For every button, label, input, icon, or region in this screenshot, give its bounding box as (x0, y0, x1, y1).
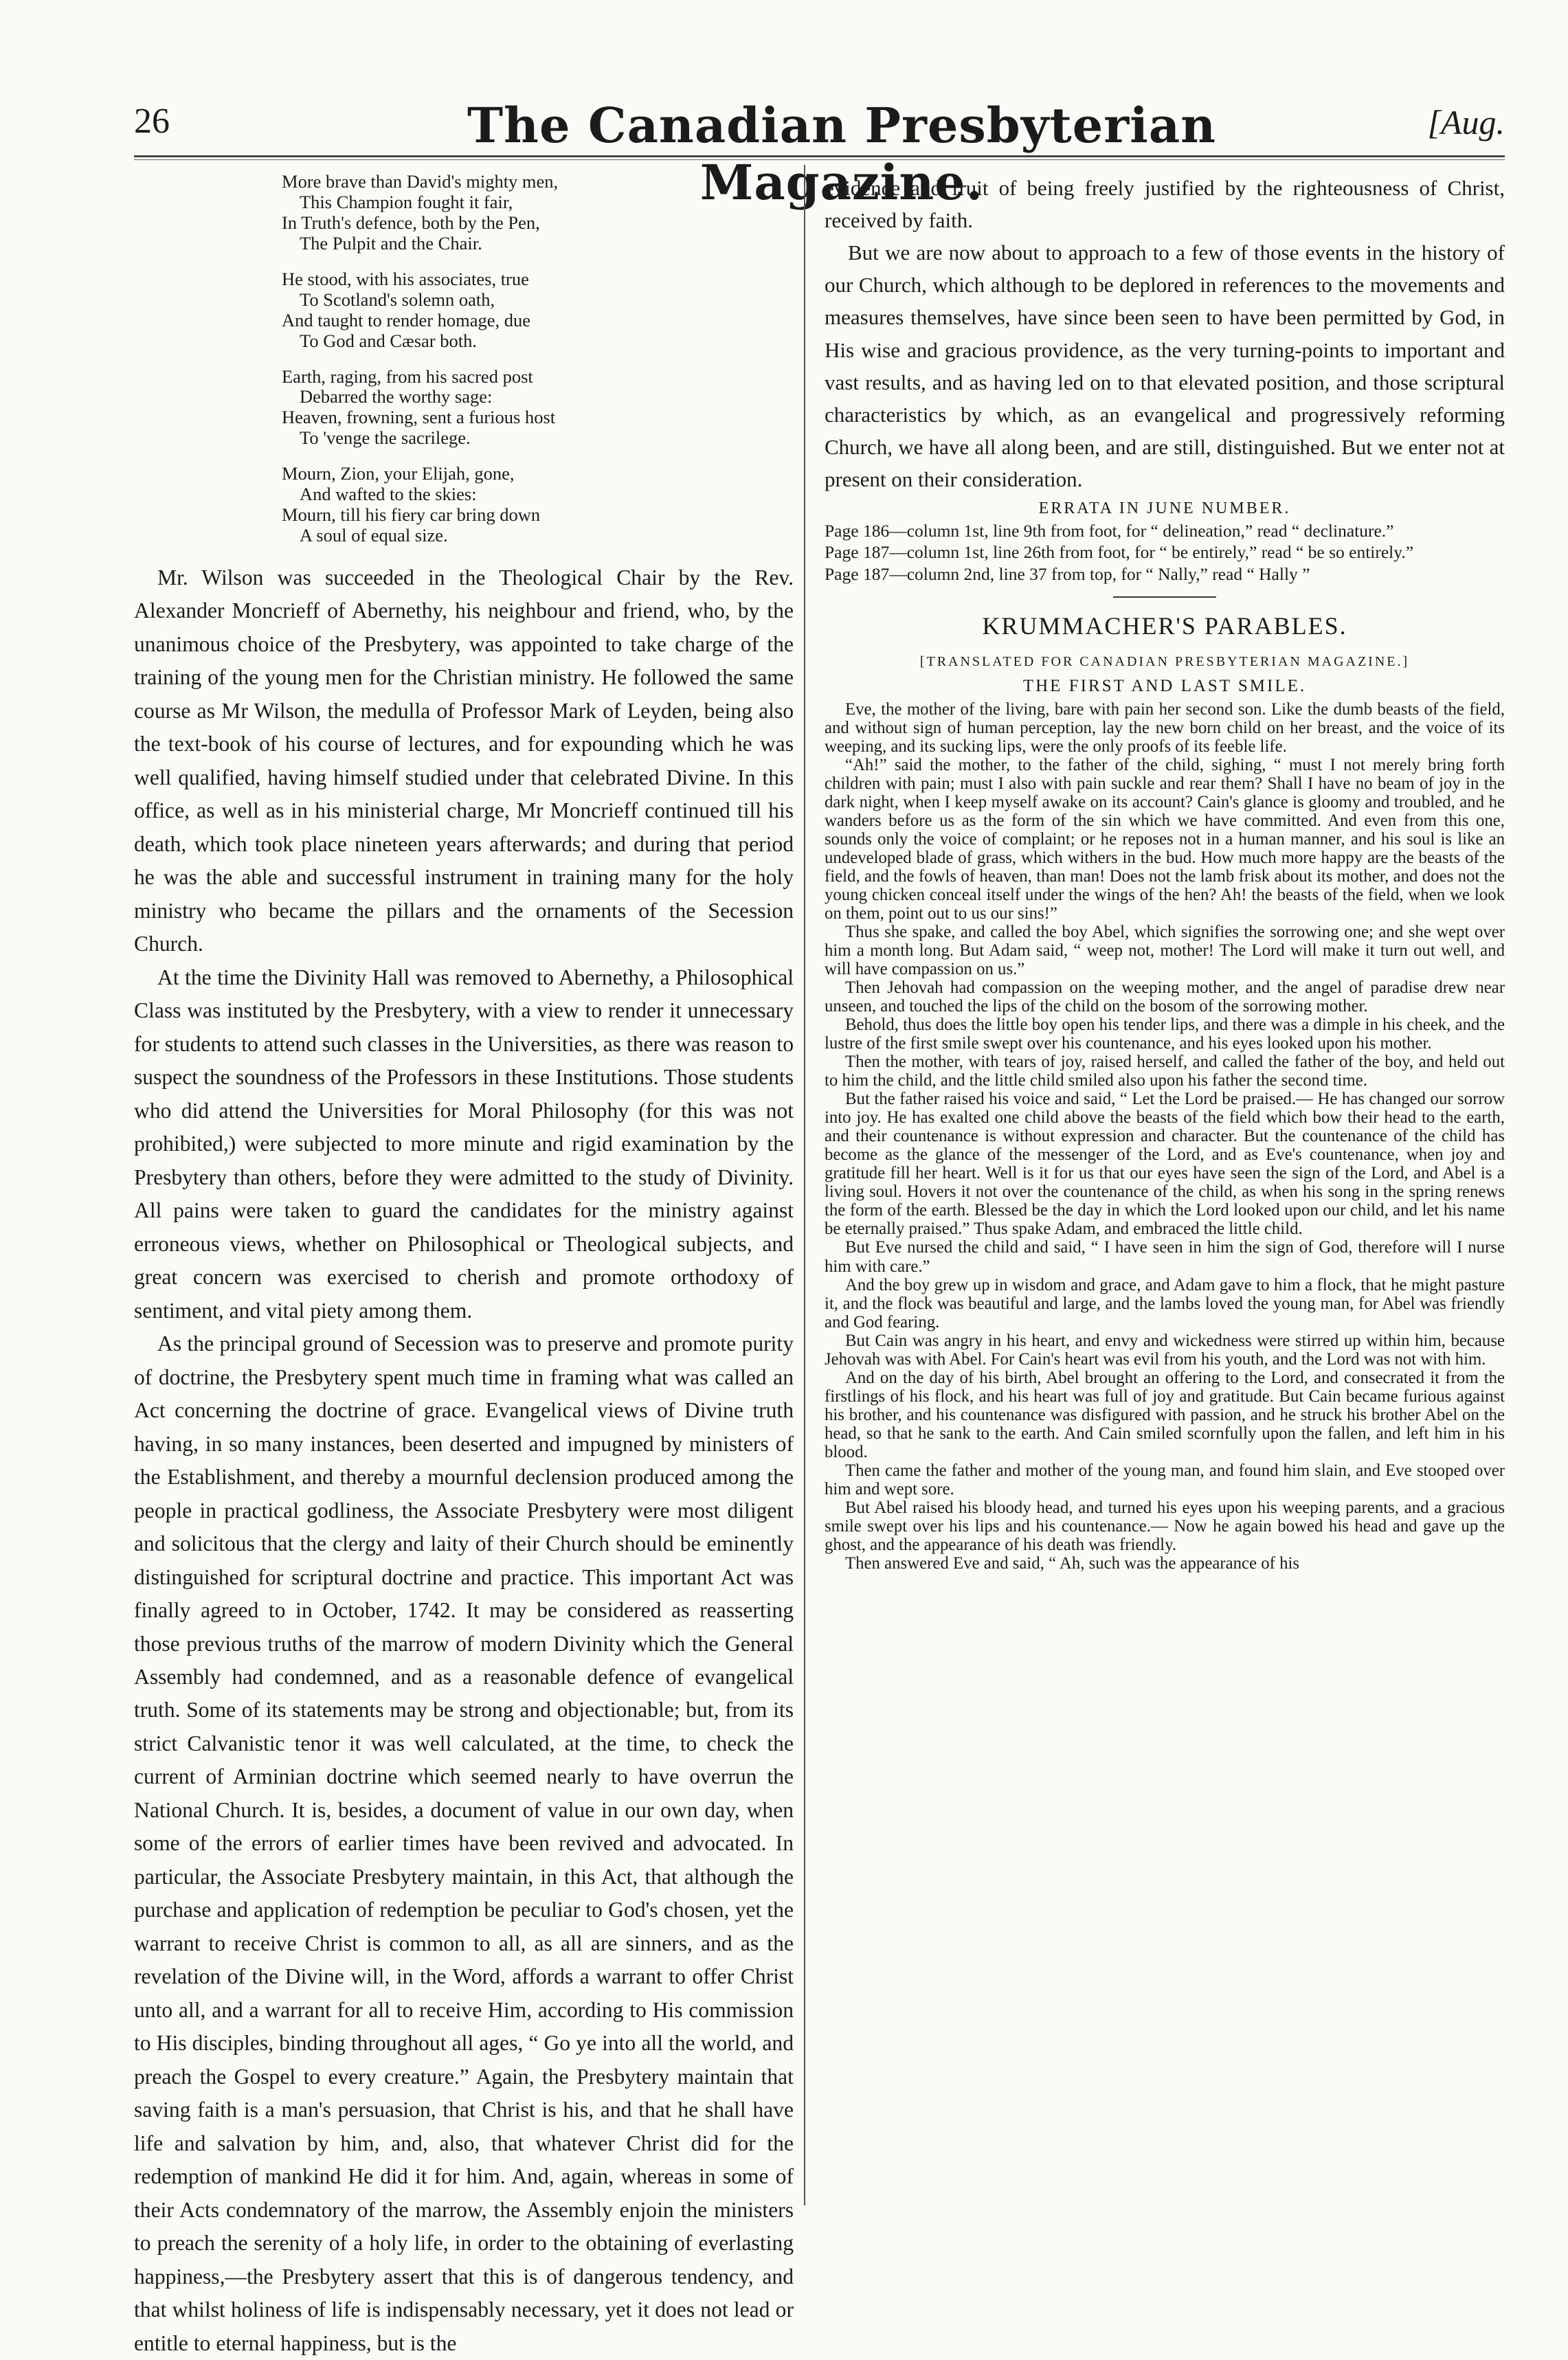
parable-paragraph: Then came the father and mother of the young man, and found him slain, and Eve stooped over him and wept sore. (825, 1461, 1505, 1498)
parable-paragraph: But Eve nursed the child and said, “ I have seen in him the sign of God, therefore will I nurse him with care.” (825, 1238, 1505, 1276)
poem-line: And taught to render homage, due (282, 309, 531, 330)
errata (825, 499, 1505, 584)
poem-line: Heaven, frowning, sent a furious host (282, 407, 556, 428)
errata-line: Page 186—column 1st, line 9th from foot, for “ delineation,” read “ declinature.” (825, 521, 1394, 541)
poem-line: Earth, raging, from his sacred post (282, 366, 533, 387)
masthead-title: The Canadian Presbyterian Magazine. (467, 97, 1217, 211)
parable-paragraph: But the father raised his voice and said, “ Let the Lord be praised.— He has changed our sorrow into joy. He has exalted one child above the beasts of the field which bow their head to the earth, and their countenance is without expression and character. But the countenance of the child has become as the glance of the messenger of the Lord, and as Eve's countenance, when joy and gratitude fill her heart. Well is it for us that our eyes have seen the sign of the Lord, and Abel is a living soul. Hovers it not over the countenance of the child, as when his song in the spring renews the form of the earth. Blessed be the day in which the Lord looked upon our child, and let his name be eternally praised.” Thus spake Adam, and embraced the little child. (825, 1090, 1505, 1239)
poem-line: Mourn, till his fiery car bring down (282, 504, 541, 526)
poem-line: He stood, with his associates, true (282, 268, 529, 289)
poem-line: And wafted to the skies: (300, 484, 477, 505)
parable-paragraph: Behold, thus does the little boy open his tender lips, and there was a dimple in his cheek, and the lustre of the first smile swept over his countenance, and his eyes looked upon his mother. (825, 1015, 1505, 1053)
parable-paragraph: And the boy grew up in wisdom and grace, and Adam gave to him a flock, that he might pasture it, and the flock was beautiful and large, and the lambs loved the young man, for Abel was friendly and God fearing. (825, 1275, 1505, 1331)
left-column (134, 171, 794, 2355)
right-column (825, 172, 1505, 2205)
body-paragraph: But we are now about to approach to a few of those events in the history of our Church, which although to be deplored in references to the movements and measures themselves, have since been seen to have been permitted by God, in His wise and gracious providence, as the very turning-points to important and vast results, and as having led on to that elevated position, and those scriptural characteristics by which, as an evangelical and progressively reforming Church, we have all along been, and are still, distinguished. But we enter not at present on their consideration. (825, 240, 1505, 491)
poem-line: In Truth's defence, both by the Pen, (282, 212, 540, 233)
parable-paragraph: And on the day of his birth, Abel brought an offering to the Lord, and consecrated it from the firstlings of his flock, and his heart was full of joy and gratitude. But Cain became furious against his brother, and his countenance was disfigured with passion, and he struck his brother Abel on the head, so that he sank to the earth. And Cain smiled scornfully upon the fallen, and left him in his blood. (825, 1368, 1505, 1461)
errata-title: ERRATA IN JUNE NUMBER. (1038, 499, 1291, 518)
parable-heading: THE FIRST AND LAST SMILE. (1022, 677, 1307, 696)
body-paragraph: evidence and fruit of being freely justified by the righteousness of Christ, received by faith. (825, 176, 1505, 233)
body-paragraph: As the principal ground of Secession was to preserve and promote purity of doctrine, the Presbytery spent much time in framing what was called an Act concerning the doctrine of grace. Evangelical views of Divine truth having, in so many instances, been deserted and impugned by ministers of the Establishment, and thereby a mournful declension produced among the people in practical godliness, the Associate Presbytery were most diligent and solicitous that the clergy and laity of their Church should be eminently distinguished for scriptural doctrine and practice. This important Act was finally agreed to in October, 1742. It may be considered as reasserting those previous truths of the marrow of modern Divinity which the General Assembly had condemned, and as a reasonable defence of evangelical truth. Some of its statements may be strong and objectionable; but, from its strict Calvanistic tenor it was well calculated, at the time, to check the current of Arminian doctrine which seemed nearly to have overrun the National Church. It is, besides, a document of value in our own day, when some of the errors of earlier times have been revived and advocated. In particular, the Associate Presbytery maintain, in this Act, that although the purchase and application of redemption be peculiar to God's chosen, yet the warrant to receive Christ is common to all, as all are sinners, and as the revelation of the Divine will, in the Word, affords a warrant to offer Christ unto all, and a warrant for all to receive Him, according to His commission to His disciples, binding throughout all ages, “ Go ye into all the world, and preach the Gospel to every creature.” Again, the Presbytery maintain that saving faith is a man's persuasion, that Christ is his, and that he shall have life and salvation by him, and, also, that whatever Christ did for the redemption of mankind He did it for him. And, again, whereas in some of their Acts condemnatory of the marrow, the Assembly enjoin the ministers to preach the serenity of a holy life, in order to the obtaining of everlasting happiness,—the Presbytery assert that this is of dangerous tendency, and that whilst holiness of life is indispensably necessary, yet it does not lead or entitle to eternal happiness, but is the (134, 1331, 794, 2355)
poem-line: To Scotland's solemn oath, (300, 289, 495, 310)
parable-paragraph: Then Jehovah had compassion on the weeping mother, and the angel of paradise drew near unseen, and touched the lips of the child on the bosom of the sorrowing mother. (825, 978, 1505, 1016)
poem-stanza (282, 367, 794, 449)
parable-paragraph: But Abel raised his bloody head, and turned his eyes upon his weeping parents, and a gracious smile swept over his lips and his countenance.— Now he again bowed his head and gave up the ghost, and the appearance of his death was friendly. (825, 1498, 1505, 1554)
parable-paragraph: Then the mother, with tears of joy, raised herself, and called the father of the boy, and held out to him the child, and the little child smiled also upon his father the second time. (825, 1053, 1505, 1090)
poem-line: The Pulpit and the Chair. (300, 232, 482, 254)
section-separator (1113, 596, 1216, 598)
parable-paragraph: Eve, the mother of the living, bare with pain her second son. Like the dumb beasts of the field, and without sign of human perception, lay the new born child on her breast, and the voice of its weeping, and its sucking lips, were the only proofs of its feeble life. (825, 700, 1505, 756)
poem-stanza (282, 464, 794, 546)
issue-month: [Aug. (1427, 103, 1505, 142)
poem-stanza (282, 269, 794, 352)
header-rule-thin (134, 159, 1505, 160)
poem-line: To God and Cæsar both. (300, 330, 477, 351)
poem-line: This Champion fought it fair, (300, 191, 513, 212)
section-title: KRUMMACHER'S PARABLES. (982, 612, 1347, 640)
column-divider (804, 165, 805, 2205)
poem (282, 172, 794, 546)
parable-paragraph: Then answered Eve and said, “ Ah, such was the appearance of his (845, 1553, 1300, 1573)
parable-paragraph: “Ah!” said the mother, to the father of the child, sighing, “ must I not merely bring forth children with pain; must I also with pain suckle and rear them? Shall I have no beam of joy in the dark night, when I keep myself awake on its account? Cain's glance is gloomy and troubled, and he wanders before us as the form of the sin which we have committed. And even from this one, sounds only the voice of complaint; or he reposes not in a human manner, and his soul is like an undeveloped blade of grass, which withers in the bud. How much more happy are the beasts of the field, and the fowls of heaven, than man! Does not the lamb frisk about its mother, and does not the young chicken conceal itself under the wings of the hen? Ah! the beasts of the field, when we look on them, point out to us our sins!” (825, 756, 1505, 923)
body-paragraph: At the time the Divinity Hall was removed to Abernethy, a Philosophical Class was instituted by the Presbytery, with a view to render it unnecessary for students to attend such classes in the Universities, as there was reason to suspect the soundness of the Professors in these Institutions. Those students who did attend the Universities for Moral Philosophy (for this was not prohibited,) were subjected to more minute and rigid examination by the Presbytery than others, before they were admitted to the study of Divinity. All pains were taken to guard the candidates for the ministry against erroneous views, whether on Philosophical or Theological subjects, and great concern was exercised to cherish and promote orthodoxy of sentiment, and vital piety among them. (134, 965, 794, 1323)
poem-line: Mourn, Zion, your Elijah, gone, (282, 463, 515, 484)
poem-stanza (282, 172, 794, 254)
poem-line: More brave than David's mighty men, (282, 171, 559, 192)
poem-line: A soul of equal size. (300, 525, 448, 546)
page-number: 26 (134, 102, 170, 141)
poem-line: To 'venge the sacrilege. (300, 427, 471, 449)
errata-line: Page 187—column 2nd, line 37 from top, for “ Nally,” read “ Hally ” (825, 563, 1310, 584)
poem-line: Debarred the worthy sage: (300, 386, 493, 407)
parable-paragraph: But Cain was angry in his heart, and envy and wickedness were stirred up within him, because Jehovah was with Abel. For Cain's heart was evil from his youth, and the Lord was not with him. (825, 1331, 1505, 1369)
errata-line: Page 187—column 1st, line 26th from foot, for “ be entirely,” read “ be so entirely.” (825, 542, 1414, 563)
parable-paragraph: Thus she spake, and called the boy Abel, which signifies the sorrowing one; and she wept over him a month long. But Adam said, “ weep not, mother! The Lord will make it turn out well, and will have compassion on us.” (825, 923, 1505, 979)
body-paragraph: Mr. Wilson was succeeded in the Theological Chair by the Rev. Alexander Moncrieff of Abernethy, his neighbour and friend, who, by the unanimous choice of the Presbytery, was appointed to take charge of the training of the young men for the Christian ministry. He followed the same course as Mr Wilson, the medulla of Professor Mark of Leyden, being also the text-book of his course of lectures, and for expounding which he was well qualified, having himself studied under that celebrated Divine. In this office, as well as in his ministerial charge, Mr Moncrieff continued till his death, which took place nineteen years afterwards; and during that period he was the able and successful instrument in training many for the holy ministry who became the pillars and the ornaments of the Secession Church. (134, 565, 794, 956)
section-subtitle: [TRANSLATED FOR CANADIAN PRESBYTERIAN MAGAZINE.] (919, 654, 1410, 670)
header-rule (134, 155, 1505, 157)
